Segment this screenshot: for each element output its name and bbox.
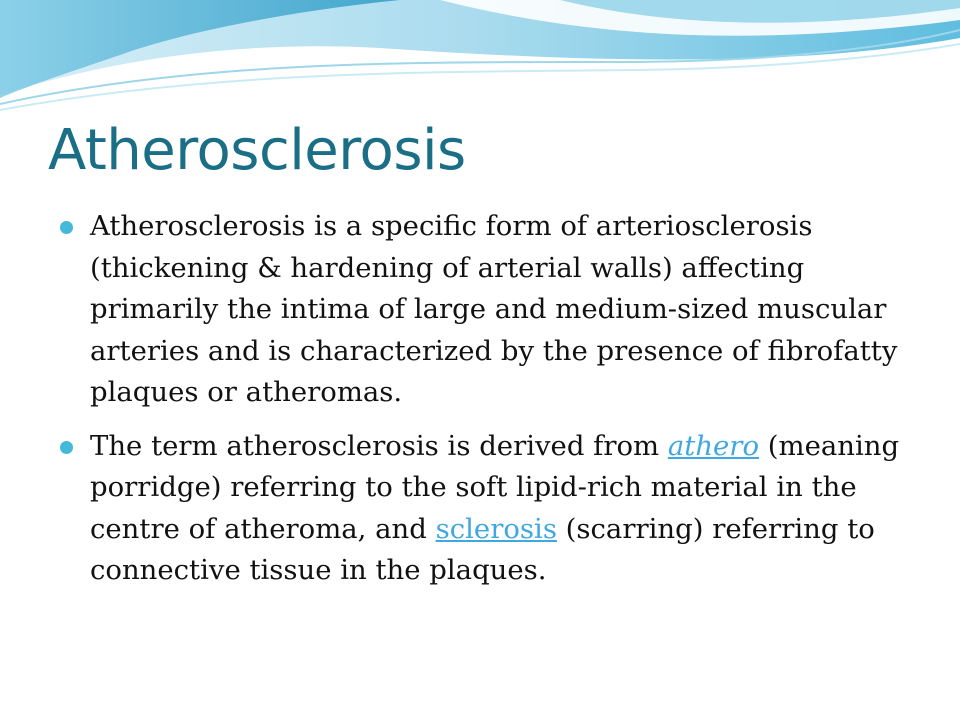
header-wave-decoration: [0, 0, 960, 120]
sclerosis-link[interactable]: sclerosis: [435, 512, 557, 545]
bullet-list: [60, 206, 920, 604]
slide-title: Atherosclerosis: [48, 118, 466, 183]
bullet-text-part: (scarring) referring to connective tissue in the plaques.: [90, 512, 875, 586]
bullet-dot-icon: [60, 441, 73, 454]
bullet-dot-icon: [60, 221, 73, 234]
bullet-text-part: (meaning porridge) referring to the soft lipid-rich material in the centre of atheroma, and: [90, 429, 900, 545]
athero-link[interactable]: athero: [667, 429, 760, 462]
bullet-text: Atherosclerosis is a specific form of arteriosclerosis (thickening & hardening of arterial walls) affecting primarily the intima of large and medium-sized muscular arteries and is characterized by the presence of fibrofatty plaques or atheromas.: [90, 210, 898, 408]
bullet-text-part: The term atherosclerosis is derived from: [90, 429, 668, 462]
bullet-item-etymology: [60, 426, 920, 592]
bullet-item-definition: [60, 206, 920, 414]
